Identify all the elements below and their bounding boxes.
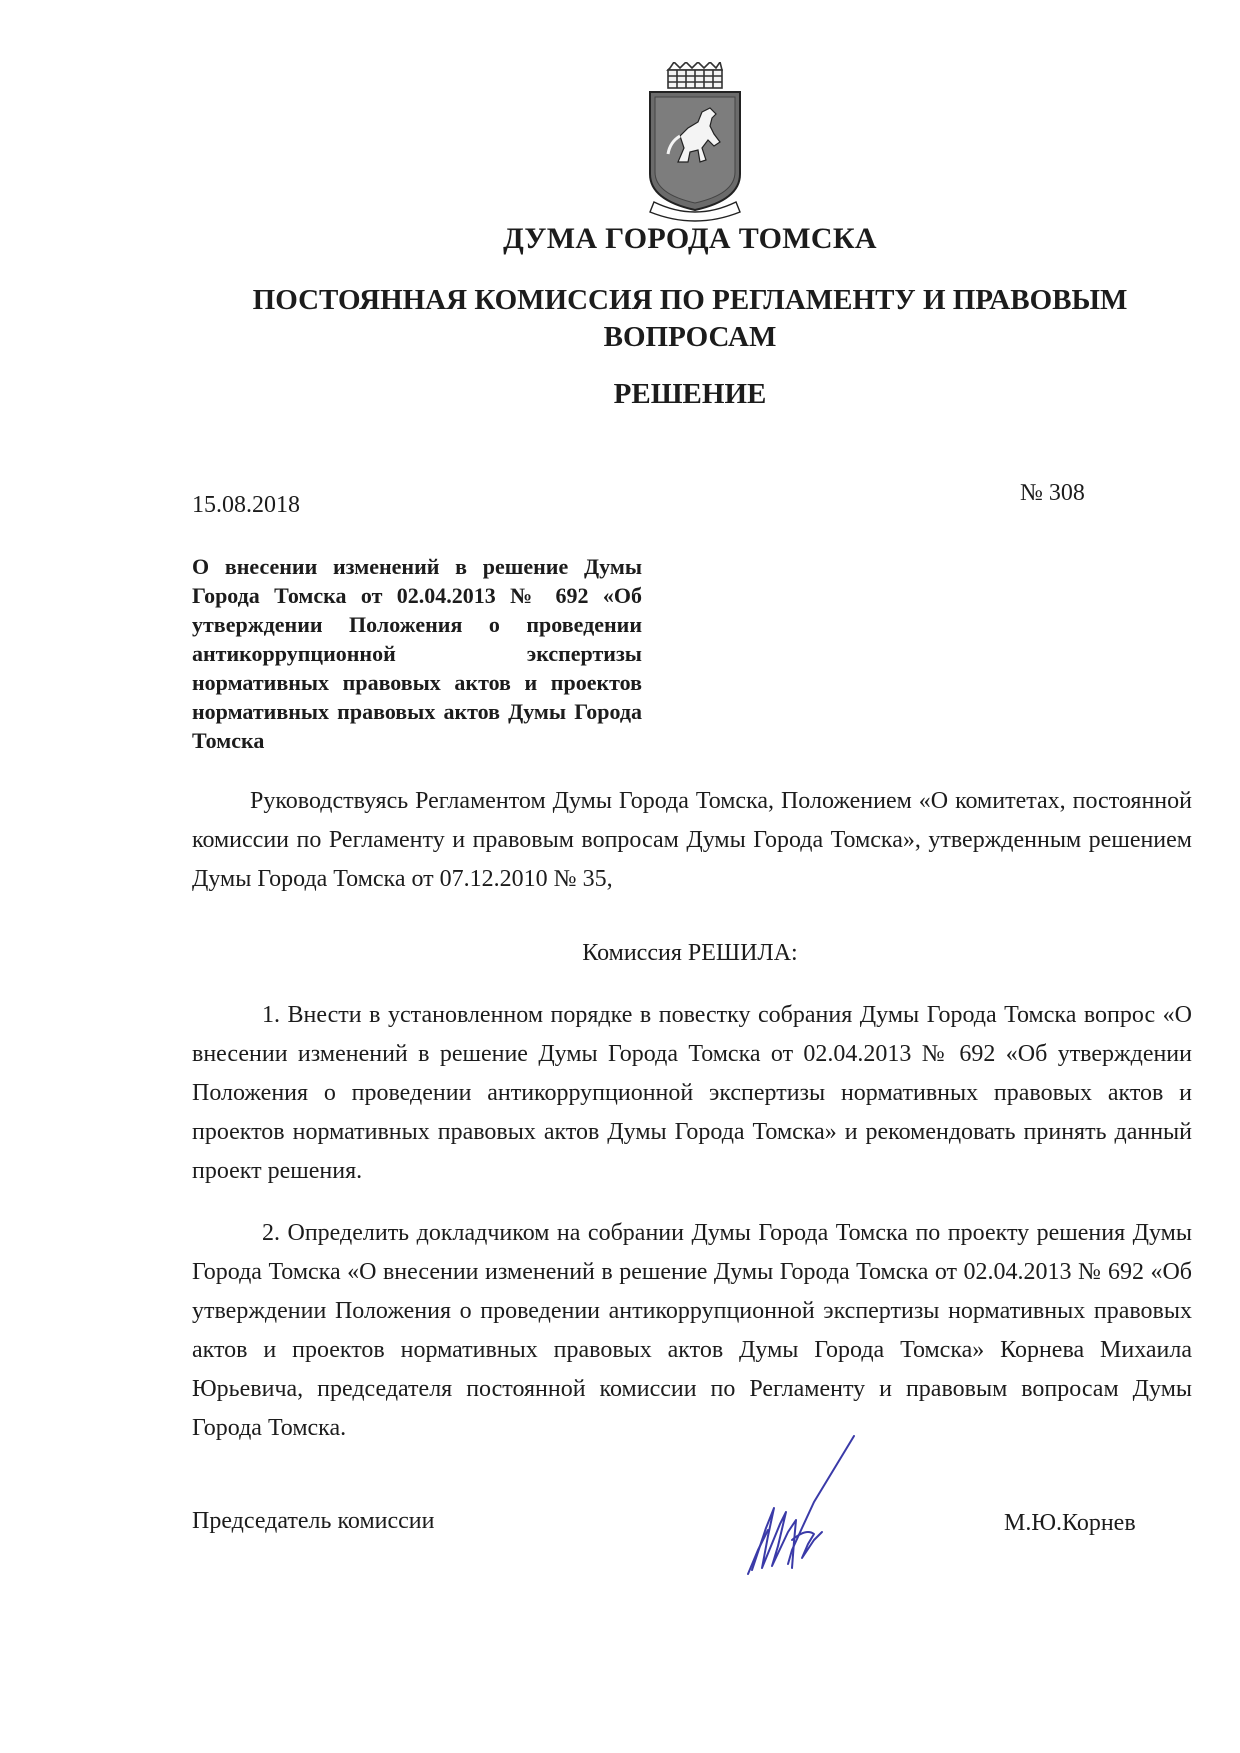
resolved-heading: Комиссия РЕШИЛА: <box>582 940 798 966</box>
org-title: ДУМА ГОРОДА ТОМСКА <box>503 222 877 255</box>
commission-title: ПОСТОЯННАЯ КОМИССИЯ ПО РЕГЛАМЕНТУ И ПРАВОВЫМ ВОПРОСАМ <box>252 284 1128 353</box>
decision-subject: О внесении изменений в решение Думы Города Томска от 02.04.2013 № 692 «Об утверждении Положения о проведении антикоррупционной экспертизы нормативных правовых актов и проектов нормативных правовых актов Думы Города Томска <box>192 554 642 753</box>
decision-date: 15.08.2018 <box>192 492 300 518</box>
resolution-item-2: 2. Определить докладчиком на собрании Думы Города Томска по проекту решения Думы Города Томска «О внесении изменений в решение Думы Города Томска от 02.04.2013 № 692 «Об утверждении Положения о проведении антикоррупционной экспертизы нормативных правовых актов и проектов нормативных правовых актов Думы Города Томска» Корнева Михаила Юрьевича, председателя постоянной комиссии по Регламенту и правовым вопросам Думы Города Томска. <box>192 1220 1192 1441</box>
decision-title: РЕШЕНИЕ <box>613 378 767 410</box>
signature-icon <box>722 1432 872 1582</box>
coat-of-arms-icon <box>640 62 750 224</box>
chair-name: М.Ю.Корнев <box>1004 1510 1136 1536</box>
chair-label: Председатель комиссии <box>192 1508 435 1534</box>
preamble-paragraph: Руководствуясь Регламентом Думы Города Томска, Положением «О комитетах, постоянной комиссии по Регламенту и правовым вопросам Думы Города Томска», утвержденным решением Думы Города Томска от 07.12.2010 № 35, <box>192 788 1192 892</box>
resolution-item-1: 1. Внести в установленном порядке в повестку собрания Думы Города Томска вопрос «О внесении изменений в решение Думы Города Томска от 02.04.2013 № 692 «Об утверждении Положения о проведении антикоррупционной экспертизы нормативных правовых актов и проектов нормативных правовых актов Думы Города Томска» и рекомендовать принять данный проект решения. <box>192 1002 1192 1184</box>
decision-number: № 308 <box>1020 480 1085 506</box>
